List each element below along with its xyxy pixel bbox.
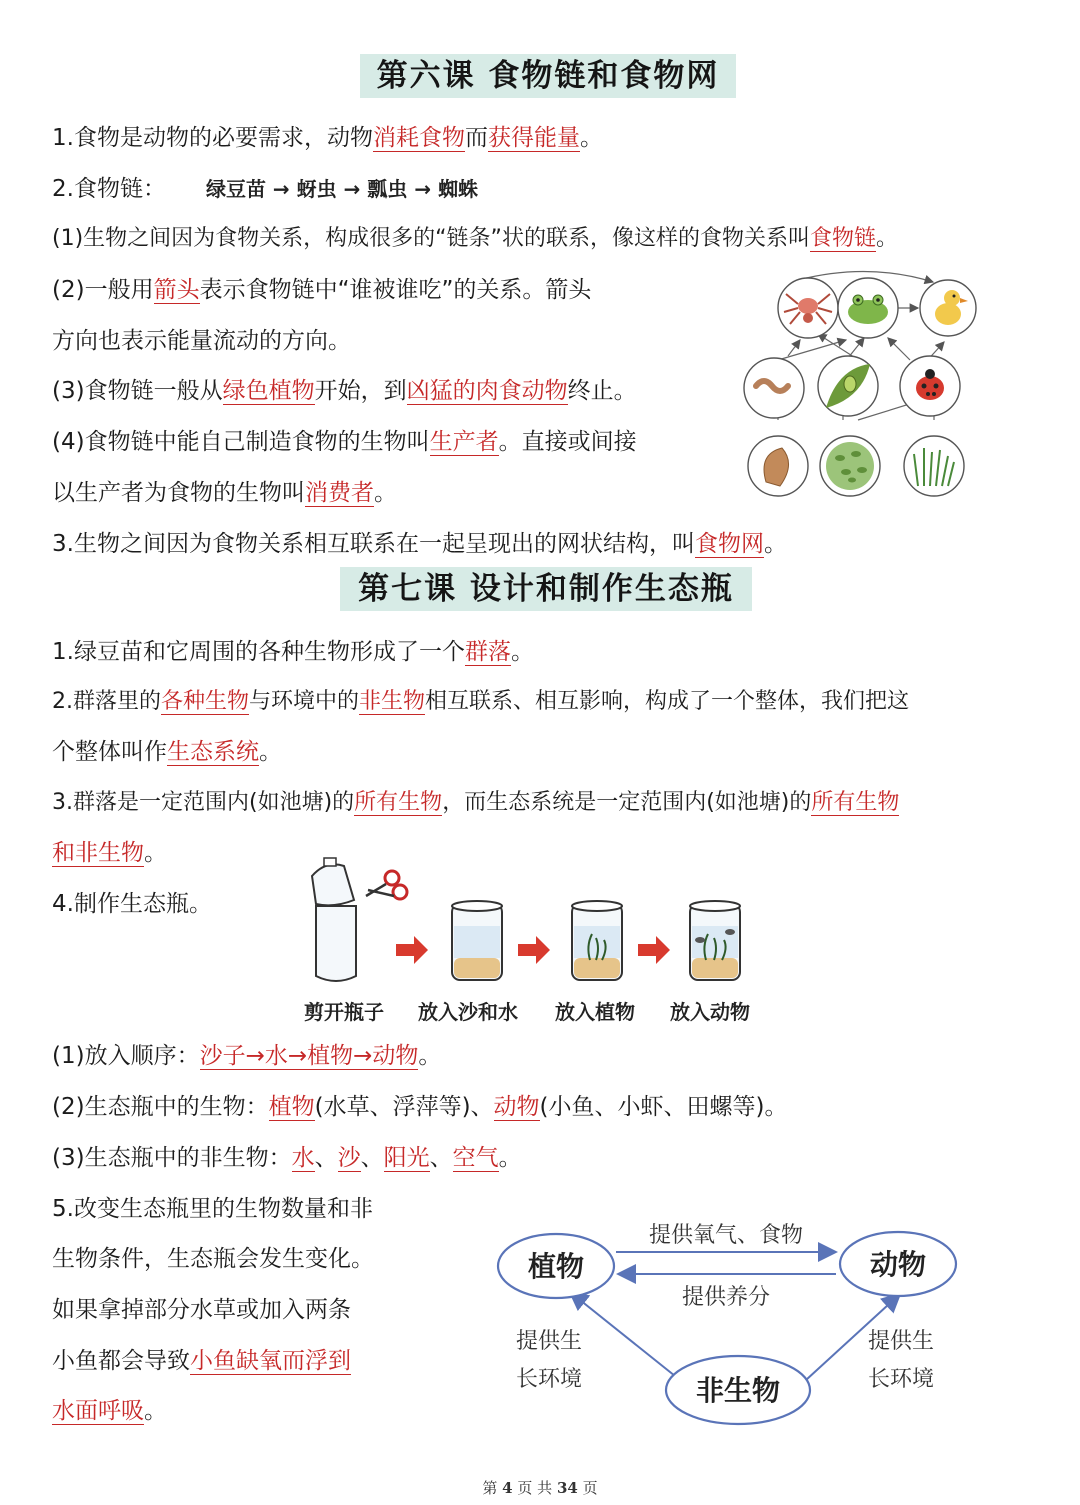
text: 2.食物链： [52, 176, 166, 202]
text: 1.绿豆苗和它周围的各种生物形成了一个 [52, 639, 465, 665]
text: 3.生物之间因为食物关系相互联系在一起呈现出的网状结构，叫 [52, 531, 695, 557]
text: 、 [314, 1145, 338, 1171]
lesson7-point-2-cont [52, 736, 282, 768]
lesson6-point-2-4 [52, 426, 637, 458]
text: 。 [510, 639, 534, 665]
animal-node [840, 1232, 956, 1296]
keyword: 动物 [493, 1094, 540, 1120]
text: 小鱼都会导致 [52, 1348, 190, 1374]
bird-icon [920, 280, 976, 336]
lesson6-point-2-3 [52, 375, 637, 407]
food-chain-example [206, 177, 478, 201]
jar-animals-icon [690, 901, 740, 980]
keyword: 所有生物 [354, 790, 443, 815]
text: 、 [429, 1145, 453, 1171]
worm-icon [744, 358, 804, 418]
text: (1)生物之间因为食物关系，构成很多的“链条”状的联系，像这样的食物关系叫 [52, 226, 810, 251]
text: ，而生态系统是一定范围内(如池塘)的 [442, 790, 812, 815]
arrow-icon: → [414, 177, 432, 201]
lesson7-point-5-cont: 如果拿掉部分水草或加入两条 [52, 1297, 351, 1323]
text: 页 共 [517, 1479, 553, 1497]
keyword: 食物网 [694, 531, 764, 557]
ladybug-icon [900, 356, 960, 416]
lesson7-point-4: 4.制作生态瓶。 [52, 891, 212, 917]
jar-sand-water-icon [452, 901, 502, 980]
lesson7-point-5-cont [52, 1345, 351, 1377]
frog-icon [838, 278, 898, 338]
keyword: 水面呼吸 [52, 1398, 144, 1424]
text: 终止。 [567, 378, 637, 404]
lesson7-point-4-1 [52, 1040, 441, 1072]
text: 。 [875, 226, 898, 251]
text: 页 [582, 1479, 598, 1497]
scissors-icon [366, 871, 407, 899]
text: 3.群落是一定范围内(如池塘)的 [52, 790, 355, 815]
text: (水草、浮萍等)、 [314, 1094, 494, 1120]
lesson6-heading: 第六课 食物链和食物网 [360, 54, 736, 98]
keyword: 绿色植物 [222, 378, 315, 404]
keyword: 消耗食物 [372, 125, 465, 151]
lesson7-point-3 [52, 787, 899, 819]
text: (2)一般用 [52, 277, 154, 303]
text: 。 [144, 1398, 167, 1424]
text: 。 [144, 840, 167, 866]
lesson6-point-2 [52, 173, 478, 205]
total-pages: 34 [556, 1479, 578, 1497]
keyword: 箭头 [153, 277, 200, 303]
keyword: 凶猛的肉食动物 [406, 378, 568, 404]
step-label: 放入沙和水 [418, 1000, 518, 1024]
text: (1)放入顺序： [52, 1043, 200, 1069]
plant-label: 植物 [527, 1250, 585, 1283]
arrow-icon [396, 936, 670, 964]
keyword: 空气 [452, 1145, 499, 1171]
text: 个整体叫作 [52, 739, 167, 765]
keyword: 非生物 [359, 689, 426, 714]
arrow-icon: → [272, 177, 290, 201]
chain-item: 绿豆苗 [205, 177, 266, 201]
text: 第 [482, 1479, 498, 1497]
text: 1.食物是动物的必要需求，动物 [52, 125, 373, 151]
text: (4)食物链中能自己制造食物的生物叫 [52, 429, 430, 455]
lesson6-point-2-1 [52, 223, 898, 255]
text: (3)生态瓶中的非生物： [52, 1145, 292, 1171]
text: 开始，到 [314, 378, 407, 404]
nonliving-node [666, 1356, 810, 1424]
keyword: 沙 [337, 1145, 361, 1171]
text: (小鱼、小虾、田螺等)。 [539, 1094, 788, 1120]
text: 。 [763, 531, 787, 557]
keyword: 植物 [268, 1094, 315, 1120]
keyword: 和非生物 [52, 840, 144, 866]
text: 。 [579, 125, 603, 151]
dead-leaf-icon [748, 436, 808, 496]
text: 、 [360, 1145, 384, 1171]
text: 相互联系、相互影响，构成了一个整体，我们把这 [425, 689, 910, 714]
lesson6-point-2-2-cont: 方向也表示能量流动的方向。 [52, 328, 351, 354]
text: (3)食物链一般从 [52, 378, 223, 404]
left-arrow-label: 长环境 [516, 1367, 583, 1392]
lesson7-point-3-cont [52, 837, 167, 869]
text: (2)生态瓶中的生物： [52, 1094, 269, 1120]
page-number: 4 [502, 1479, 513, 1497]
keyword: 阳光 [383, 1145, 430, 1171]
grass-icon [904, 436, 964, 496]
keyword: 获得能量 [487, 125, 580, 151]
step-label: 剪开瓶子 [304, 1000, 384, 1024]
right-arrow-label: 提供生 [868, 1329, 935, 1354]
lesson6-point-1 [52, 122, 603, 154]
text: 以生产者为食物的生物叫 [52, 480, 305, 506]
text: 。 [374, 480, 397, 506]
bottom-arrow-label: 提供养分 [681, 1285, 771, 1310]
text: 而 [464, 125, 488, 151]
step-label: 放入植物 [555, 1000, 635, 1024]
spider-icon [778, 278, 838, 338]
text: 。 [498, 1145, 522, 1171]
lesson7-point-5-cont [52, 1395, 167, 1427]
text: 。 [259, 739, 282, 765]
keyword: 群落 [464, 639, 511, 665]
jar-plants-icon [572, 901, 622, 980]
step-label: 放入动物 [670, 1000, 750, 1024]
keyword: 消费者 [305, 480, 374, 506]
keyword: 生产者 [429, 429, 499, 455]
eco-bottle-steps [296, 856, 766, 992]
aphid-on-leaf-icon [818, 356, 878, 416]
lesson7-point-4-3 [52, 1142, 522, 1174]
text: 2.群落里的 [52, 689, 161, 714]
lesson6-point-2-4-cont [52, 477, 397, 509]
keyword: 小鱼缺氧而浮到 [190, 1348, 351, 1374]
lesson7-point-5: 5.改变生态瓶里的生物数量和非 [52, 1196, 373, 1222]
lesson6-point-3 [52, 528, 787, 560]
lesson7-point-1 [52, 636, 534, 668]
arrow-icon: → [343, 177, 361, 201]
nonliving-label: 非生物 [695, 1374, 781, 1407]
chain-item: 蜘蛛 [438, 177, 479, 201]
keyword: 生态系统 [167, 739, 259, 765]
lesson7-point-2 [52, 686, 909, 718]
keyword: 食物链 [809, 226, 876, 251]
keyword: 沙子→水→植物→动物 [199, 1043, 419, 1069]
left-arrow-label: 提供生 [516, 1329, 583, 1354]
right-arrow-label: 长环境 [868, 1367, 935, 1392]
lesson6-point-2-2 [52, 274, 591, 306]
lesson7-heading: 第七课 设计和制作生态瓶 [340, 567, 752, 611]
keyword: 所有生物 [811, 790, 900, 815]
top-arrow-label: 提供氧气、食物 [648, 1223, 804, 1248]
keyword: 各种生物 [161, 689, 250, 714]
text: 与环境中的 [249, 689, 360, 714]
food-web-diagram [738, 268, 978, 504]
lesson7-point-5-cont: 生物条件，生态瓶会发生变化。 [52, 1246, 374, 1272]
plant-node [498, 1234, 614, 1298]
keyword: 水 [291, 1145, 315, 1171]
lesson7-point-4-2 [52, 1091, 788, 1123]
page-footer [0, 1477, 1080, 1498]
cut-bottle-icon [312, 858, 356, 981]
chain-item: 瓢虫 [367, 177, 408, 201]
ecosystem-cycle-diagram [490, 1212, 980, 1432]
moss-icon [820, 436, 880, 496]
chain-item: 蚜虫 [296, 177, 337, 201]
text: 。直接或间接 [498, 429, 637, 455]
text: 表示食物链中“谁被谁吃”的关系。箭头 [199, 277, 592, 303]
text: 。 [418, 1043, 442, 1069]
animal-label: 动物 [869, 1248, 927, 1281]
